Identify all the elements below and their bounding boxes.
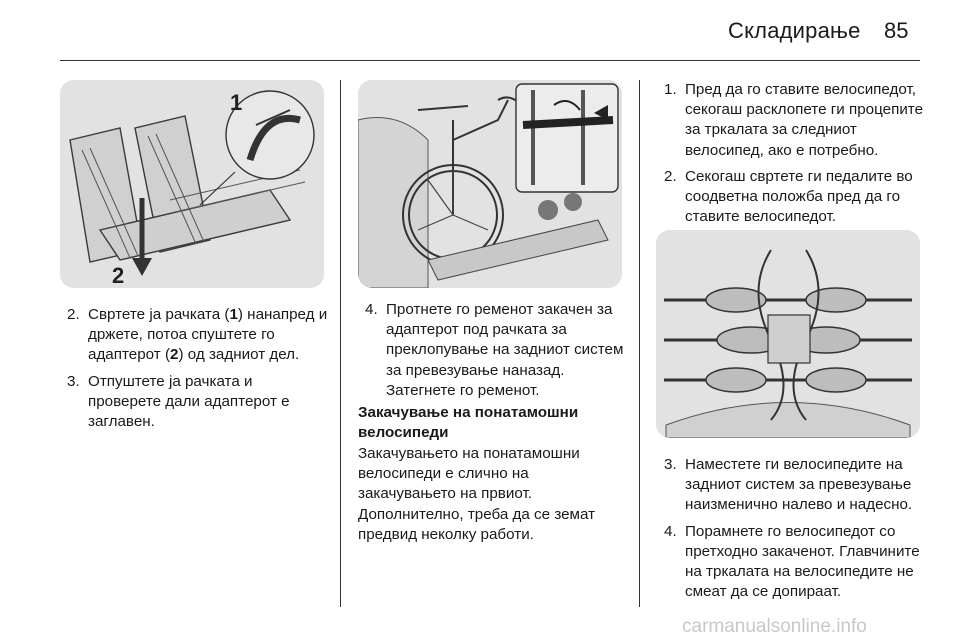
list-item: 2. Свртете ја рачката (1) нанапред и држете, потоа спуштете го адаптерот (2) од задниот дел.: [67, 306, 328, 364]
step-number: 3.: [67, 372, 80, 390]
callout-1: 1: [230, 90, 243, 115]
page-number: 85: [884, 18, 909, 43]
step-number: 4.: [664, 522, 677, 540]
figure-adapter-lowering: [60, 80, 324, 288]
body-paragraph: Закачувањето на понатамошни велосипеди е слично на закачувањето на првиот. Дополнително, треба да се земат предвид неколку работи.: [358, 445, 596, 543]
list-item: 1. Пред да го ставите велосипедот, секогаш расклопете ги процепите за тркалата за следниот велосипед, ако е потребно.: [664, 81, 924, 159]
list-item: 2. Секогаш свртете ги педалите во соодветна положба пред да го ставите велосипедот.: [664, 167, 913, 226]
step-number: 1.: [664, 81, 677, 98]
figure-bikes-top-view: [656, 230, 920, 438]
header-rule: [60, 60, 920, 61]
section-heading: Закачување на понатамошни велосипеди: [358, 404, 579, 441]
step-number: 3.: [664, 456, 677, 473]
step-number: 4.: [365, 301, 378, 318]
step-number: 2.: [67, 306, 80, 323]
list-item: 4. Протнете го ременот закачен за адаптерот под рачката за преклопување на задниот систем за превезување наназад. Затегнете го ременот.: [365, 301, 624, 399]
step-list-col1: [67, 305, 329, 438]
watermark: carmanualsonline.info: [682, 616, 867, 637]
bike-carrier-illustration: [358, 80, 622, 288]
bikes-topview-illustration: [656, 230, 920, 438]
page-title: Складирање: [728, 18, 861, 43]
list-item: 3. Наместете ги велосипедите на задниот систем за превезување наизменично налево и надесно.: [664, 456, 913, 514]
list-item: 4. Порамнете го велосипедот со претходно закаченот. Главчините на тркалата на велосипедите не смеат да се допираат.: [664, 522, 920, 601]
figure-bike-mounted: [358, 80, 622, 288]
column-divider: [340, 80, 341, 607]
step-list-col3-bottom: [664, 455, 926, 608]
step-list-col2: [365, 300, 627, 407]
step-number: 2.: [664, 167, 677, 185]
column-divider: [639, 80, 640, 607]
step-list-col3-top: [664, 80, 926, 233]
callout-2: 2: [112, 263, 125, 288]
list-item: 3. Отпуштете ја рачката и проверете дали адаптерот е заглавен.: [67, 372, 290, 431]
adapter-illustration: [60, 80, 324, 288]
